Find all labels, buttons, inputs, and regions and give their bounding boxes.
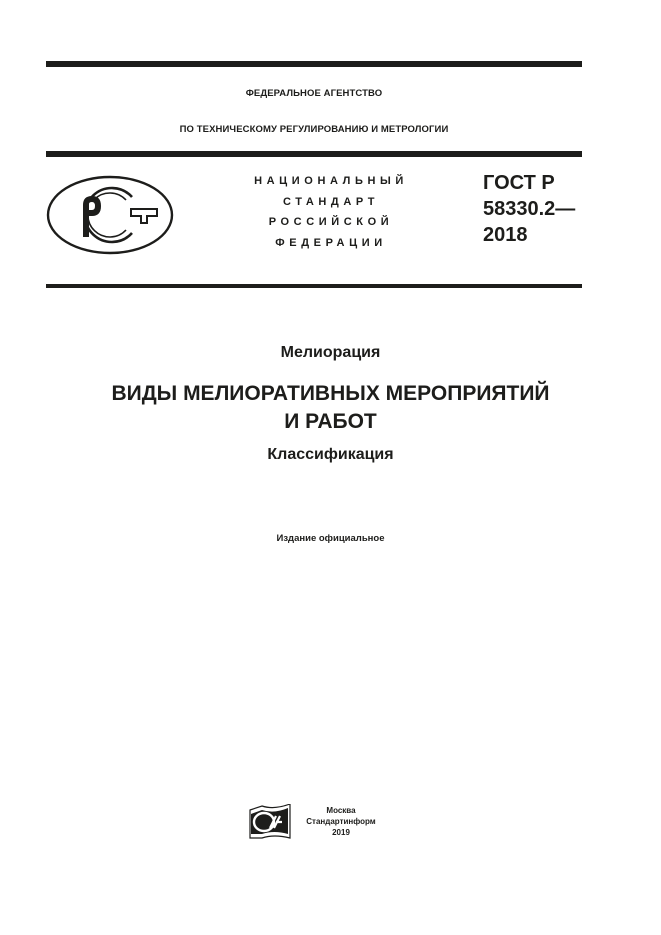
rst-certification-mark-icon (46, 175, 174, 255)
document-title (0, 380, 661, 436)
national-standard-line: СТАНДАРТ (282, 195, 380, 208)
gost-designation (483, 170, 575, 248)
national-standard-label (236, 171, 426, 253)
document-title-line-1: ВИДЫ МЕЛИОРАТИВНЫХ МЕРОПРИЯТИЙ (111, 382, 550, 405)
publisher-info (296, 805, 386, 838)
document-subject: Мелиорация (280, 344, 381, 361)
agency-name-line-1: ФЕДЕРАЛЬНОЕ АГЕНТСТВО (245, 88, 383, 99)
document-title-line-2: И РАБОТ (284, 410, 377, 433)
agency-name-line-2: ПО ТЕХНИЧЕСКОМУ РЕГУЛИРОВАНИЮ И МЕТРОЛОГИИ (179, 124, 449, 135)
national-standard-line: ФЕДЕРАЦИИ (275, 236, 387, 249)
national-standard-line: РОССИЙСКОЙ (268, 216, 394, 229)
standartinform-logo-icon (248, 804, 292, 840)
edition-note: Издание официальное (276, 533, 385, 544)
top-divider-bar (46, 61, 582, 67)
publisher-year: 2019 (332, 828, 350, 837)
national-standard-line: НАЦИОНАЛЬНЫЙ (254, 175, 408, 187)
gost-line: 58330.2— (483, 198, 576, 220)
document-classification: Классификация (267, 446, 394, 463)
gost-line: 2018 (483, 224, 528, 246)
middle-divider-bar (46, 151, 582, 157)
publisher-city: Москва (326, 806, 356, 815)
bottom-divider-bar (46, 284, 582, 288)
gost-line: ГОСТ Р (483, 172, 555, 194)
publisher-name: Стандартинформ (306, 817, 376, 826)
